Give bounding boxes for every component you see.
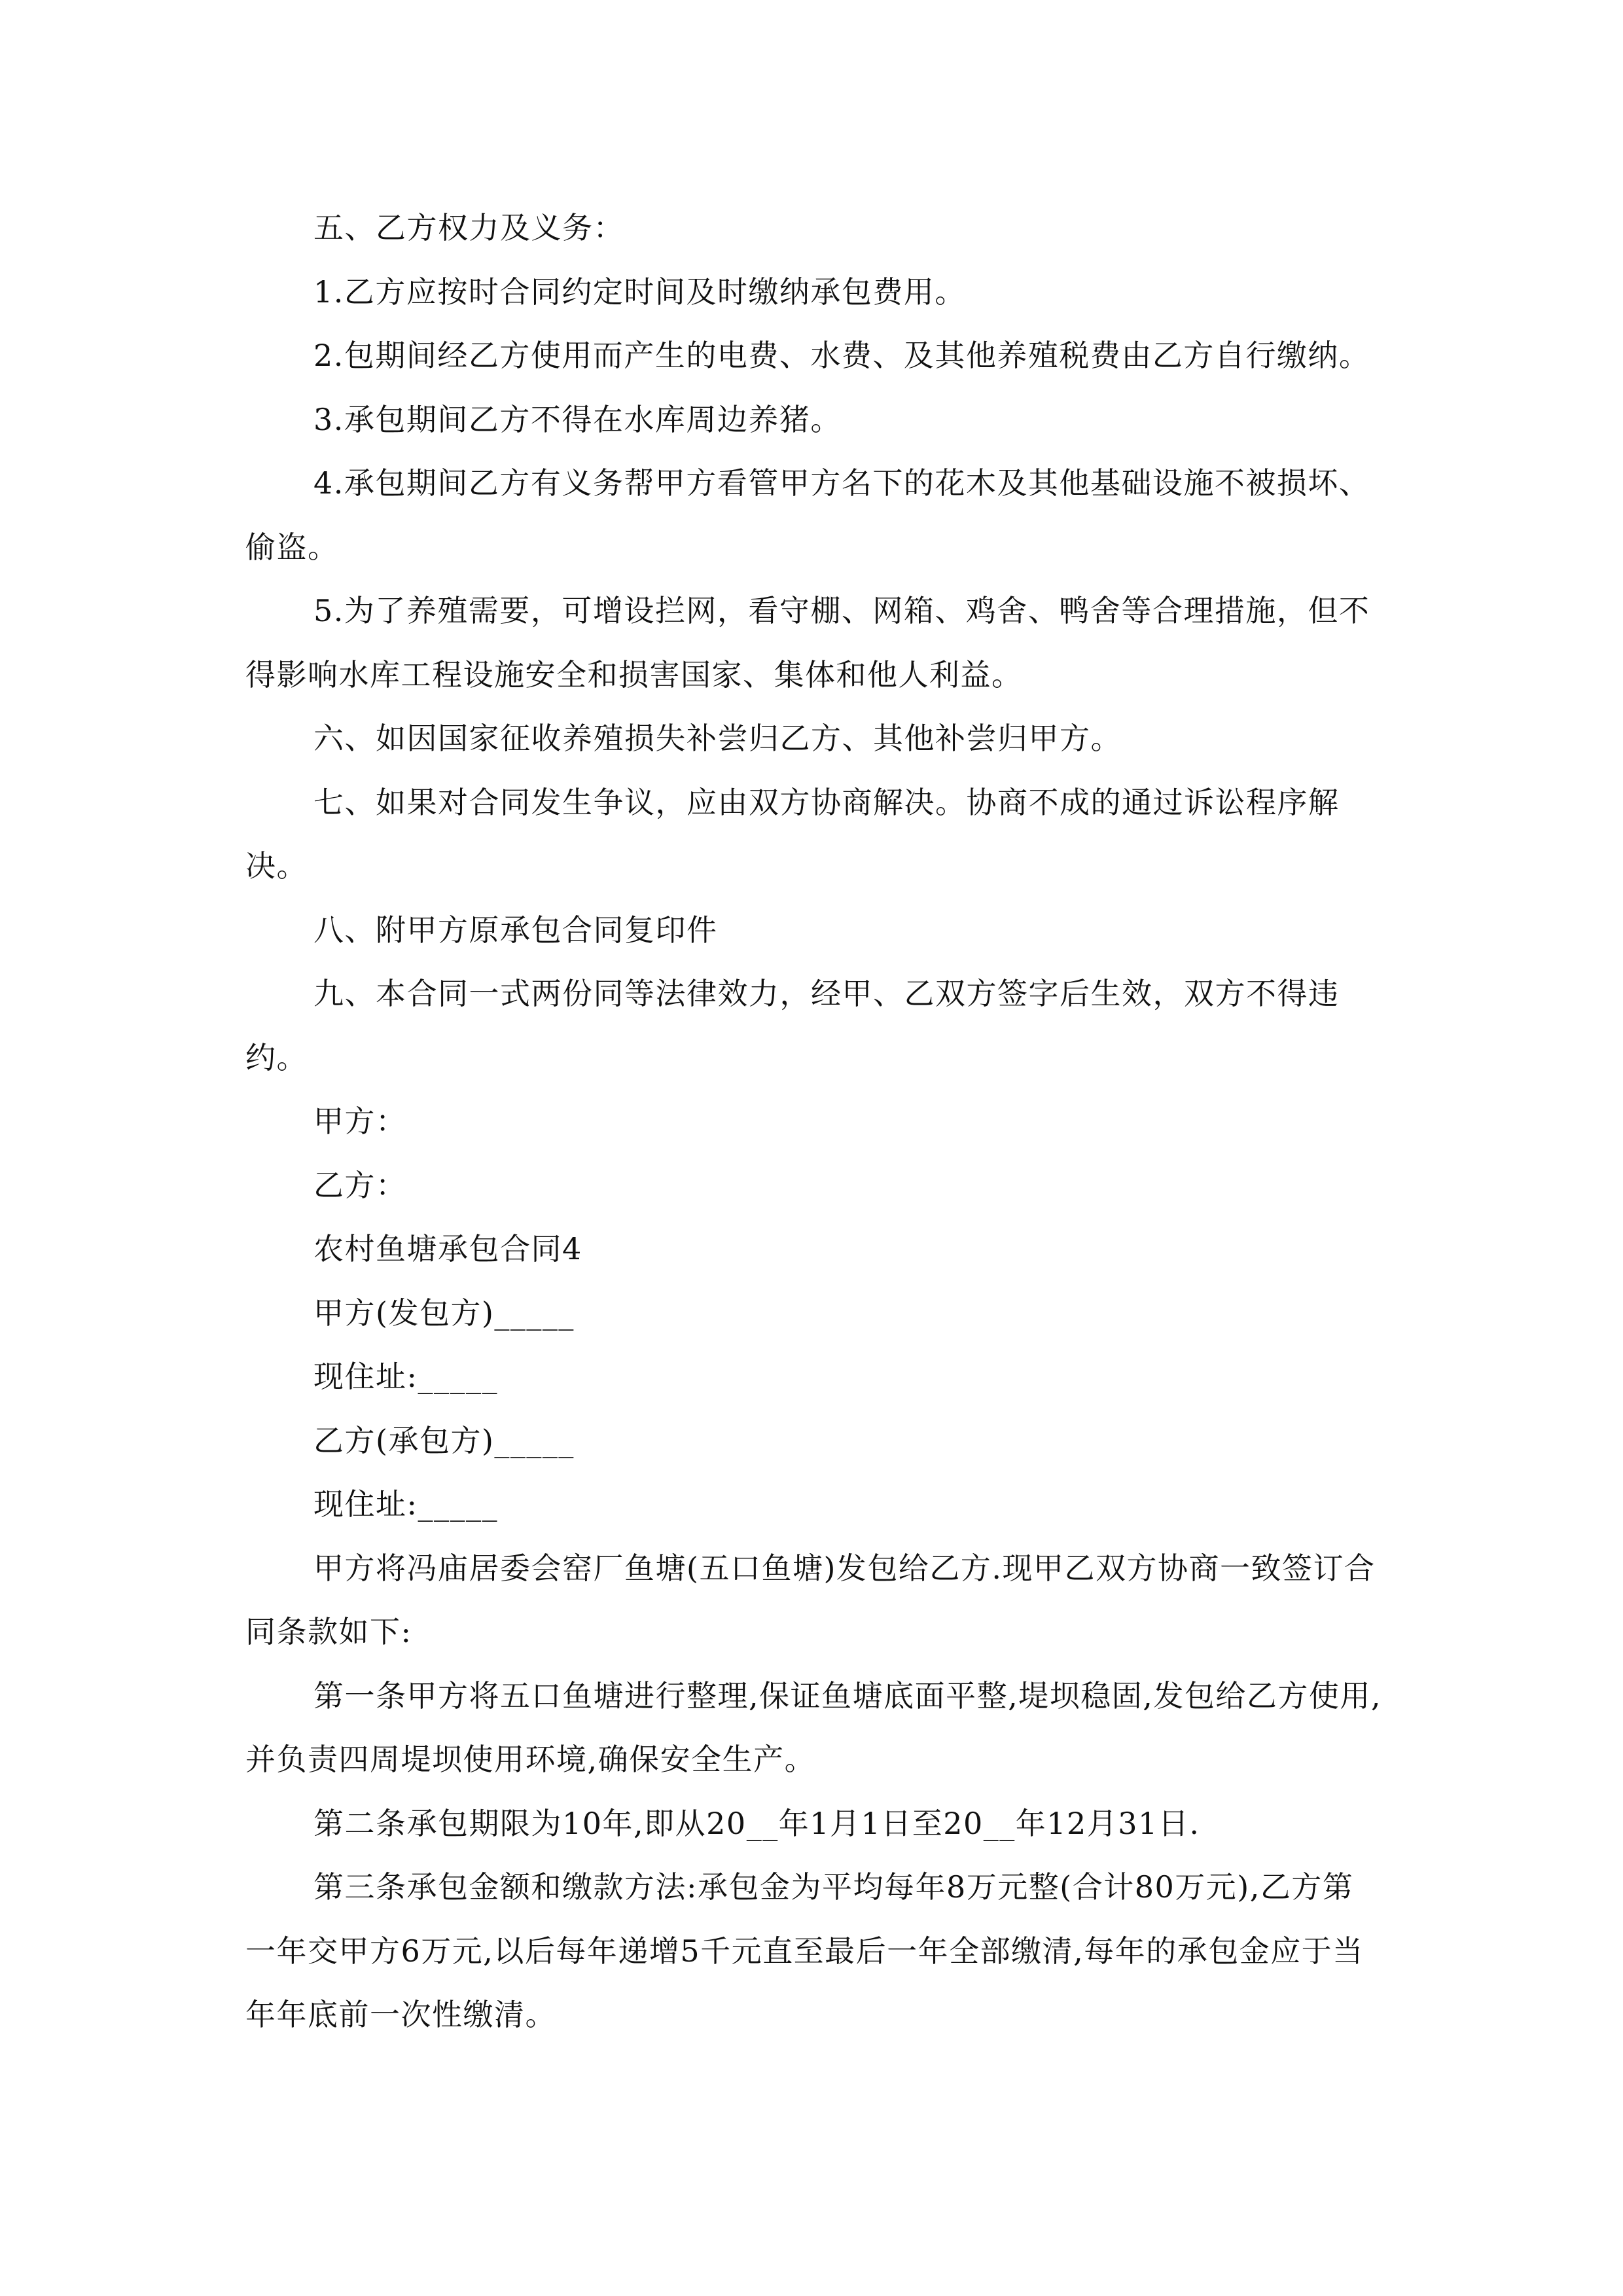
party-b-signature: 乙方： [313,1167,407,1203]
contract-body [245,196,1384,2047]
party-a-address-field: 现住址:_____ [313,1359,498,1394]
clause-5-1: 1.乙方应按时合同约定时间及时缴纳承包费用。 [313,274,966,310]
section-6: 六、如因国家征收养殖损失补尝归乙方、其他补尝归甲方。 [313,721,1122,756]
section-7: 七、如果对合同发生争议，应由双方协商解决。协商不成的通过诉讼程序解决。 [245,784,1340,884]
clause-5-5: 5.为了养殖需要，可增设拦网，看守棚、网箱、鸡舍、鸭舍等合理措施，但不得影响水库工程设施安全和损害国家、集体和他人利益。 [245,593,1370,692]
article-3: 第三条承包金额和缴款方法:承包金为平均每年8万元整(合计80万元),乙方第一年交甲方6万元,以后每年递增5千元直至最后一年全部缴清,每年的承包金应于当年年底前一次性缴清。 [245,1869,1364,2032]
section-5-heading: 五、乙方权力及义务： [313,210,624,245]
contract-4-title: 农村鱼塘承包合同4 [313,1231,582,1266]
clause-5-4: 4.承包期间乙方有义务帮甲方看管甲方名下的花木及其他基础设施不被损坏、偷盗。 [245,465,1370,565]
section-8: 八、附甲方原承包合同复印件 [313,912,718,948]
contract-preamble: 甲方将冯庙居委会窑厂鱼塘(五口鱼塘)发包给乙方.现甲乙双方协商一致签订合同条款如下: [245,1550,1376,1649]
party-a-signature: 甲方： [313,1103,407,1139]
article-2: 第二条承包期限为10年,即从20__年1月1日至20__年12月31日. [313,1805,1200,1841]
party-b-address-field: 现住址:_____ [313,1486,498,1522]
party-b-field: 乙方(承包方)_____ [313,1422,575,1458]
clause-5-2: 2.包期间经乙方使用而产生的电费、水费、及其他养殖税费由乙方自行缴纳。 [313,338,1370,373]
party-a-field: 甲方(发包方)_____ [313,1295,575,1331]
clause-5-3: 3.承包期间乙方不得在水库周边养猪。 [313,401,842,437]
article-1: 第一条甲方将五口鱼塘进行整理,保证鱼塘底面平整,堤坝稳固,发包给乙方使用,并负责四周堤坝使用环境,确保安全生产。 [245,1677,1382,1777]
section-9: 九、本合同一式两份同等法律效力，经甲、乙双方签字后生效，双方不得违约。 [245,976,1340,1075]
